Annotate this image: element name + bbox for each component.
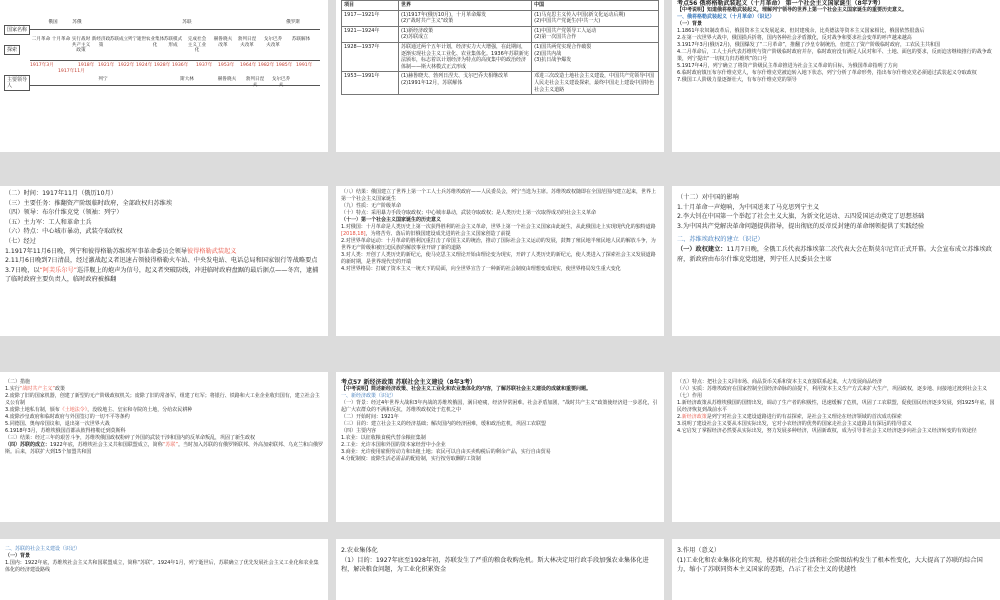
exam-year-tag: [2018,18] [341, 231, 366, 237]
subheading: 3.作用（意义） [677, 547, 721, 554]
info-line: （六）特点：中心城市暴动，武装夺取政权 [5, 228, 123, 236]
event-war-communism: 实行战时共产主义政策 [71, 37, 91, 54]
text: 1922年底，苏维埃社会主义共和国联盟成立，简称 [50, 442, 163, 448]
text: 1.实行 [5, 386, 20, 392]
exam-note: 【中考说明】知道俄将格勒武装起义，理解列宁领导的世界上第一个社会主义国家诞生的重要历史意义。 [677, 7, 908, 13]
slide-nep-features[interactable] [672, 372, 1000, 522]
highlight-text: 新经济政策 [681, 414, 707, 420]
table-cell: 1917—1921年 [342, 10, 399, 26]
highlight-text: 《土地法令》 [59, 407, 88, 413]
text: （四）苏联的成立： [5, 442, 51, 448]
list-item: 6.临时政府镇压布尔什维克党人，布尔什维克党被迫转入地下状态，列宁分析了革命形势，指出布尔什维克党必须通过武装起义夺取政权 [677, 70, 977, 76]
table-cell: 1928—1937年 [342, 42, 399, 71]
text: （一）政权建立： [677, 245, 727, 253]
highlight-text: “阿芙乐尔号” [39, 266, 77, 274]
year-1922: 1922年 [118, 63, 135, 68]
text: 巡洋舰上的炮声为信号，起义者突破防线，冲进临时政府盘踞的最后据点——冬宫，逮捕了临时政府主要负责人，临时政府被推翻 [5, 266, 319, 284]
paragraph: (1)工业化和农业集体化的实现，使苏联的社会生活和社会阶级结构发生了根本性变化，大大提高了苏联的综合国力，缩小了苏联同资本主义国家的差距，凸示了社会主义的优越性 [677, 556, 983, 574]
event-axis [30, 60, 320, 61]
paragraph: （九）性质：无产阶级革命 [341, 203, 402, 209]
leader-stalin: 斯大林 [180, 77, 194, 82]
paragraph: 4.废除沙皇政府和临时政府与外国签订的一切不平等条约 [5, 414, 130, 420]
slide-soviet-construction[interactable] [0, 539, 328, 600]
topic-header: 考点56 俄将格勒武装起义（十月革命） 第一个社会主义国家诞生（8年7考） [677, 0, 884, 7]
paragraph: 1.农业：以征收粮食税代替余粮征集制 [341, 435, 426, 441]
slide-october-revolution-background[interactable] [672, 0, 1000, 152]
paragraph: 2.工业：允许本国和外国的资本家经营中小企业 [341, 442, 446, 448]
text: ，没收地主、皇室和寺院的土地，分给农民耕种 [87, 407, 193, 413]
event-khrushchev-reform: 赫鲁晓夫改革 [213, 37, 233, 48]
paragraph: （二）开始时间：1921年 [341, 414, 399, 420]
event-soviet-model: 苏联模式形成 [163, 37, 183, 48]
table-cell: (1)赫鲁晓夫、勃列日涅夫、戈尔巴乔夫相继改革 (2)1991年12月，苏联解体 [399, 72, 532, 95]
text: 1.1917年11月6日晚，列宁和彼得格勒苏维埃军事革命委员会领导 [5, 247, 187, 255]
table-cell: (1)1917年(俄历10月)，十月革命爆发 (2)“战时共产主义”政策 [399, 10, 532, 26]
text: 3.7日晚，以 [5, 266, 40, 274]
paragraph: （三）结果：经过三年的艰苦斗争，苏维埃俄国政权粉碎了外国的武装干涉和国内的反革命叛乱，巩固了新生政权 [5, 435, 256, 441]
year-1936: 1936年 [172, 63, 189, 68]
paragraph: 3.为中国共产党解决革命问题提供指导，提出彻底的反帝反封建的革命纲领提供了实践经验 [677, 222, 925, 230]
paragraph: 3.对人类：开创了人类历史的新纪元，使马克思主义理论开始由理论变为现实，开辟了人类历史的新纪元，使人类进入了探索社会主义发展道路的新时期，是世界现代史的开端 [341, 252, 656, 265]
subheading: 2.农业集体化 [341, 547, 378, 554]
state-russia: 俄国 [48, 20, 58, 25]
subheading: （十二）对中国的影响 [677, 194, 739, 201]
year-1985: 1985年 [276, 63, 293, 68]
paragraph: 4.分配制度：废除生活必需品的配给制，实行按劳取酬的工资制 [341, 456, 481, 462]
slide-construction-significance[interactable] [672, 539, 1000, 600]
section-title: 二、苏联的社会主义建设（识记） [5, 546, 81, 552]
section-title: 一、俄将格勒武装起义（十月革命）（识记） [677, 14, 775, 20]
text: 1.对俄国：十月革命是人类历史上第一次获得胜利的社会主义革命，世界上第一个社会主义国家由此诞生，从此俄国走上实现现代化的独特道路 [341, 224, 656, 230]
text: 3.废除土地私有制，颁布 [5, 407, 60, 413]
subheading: （一）背景 [5, 553, 31, 559]
paragraph: （一）背景：经过4年世界大战和3年内战的苏维埃俄国，满目疮痍，经济异常困难。社会矛盾加剧，“战时共产主义”政策使经济进一步恶化，引起广大农群众的不满和反抗，苏维埃政权处于危机之中 [341, 400, 658, 413]
event-oct-revolution: 十月革命 [51, 37, 71, 42]
label-explore: 探索 [4, 45, 20, 55]
text: 2. [677, 414, 682, 420]
paragraph: （六）实质：苏维埃政府在国家控制全国经济命脉的前提下，利用资本主义生产方式来扩大生产，巩固政权，逐步地、间接地过渡到社会主义 [677, 386, 988, 392]
event-brezhnev-reform: 勃列日涅夫改革 [237, 37, 257, 48]
paragraph [5, 442, 323, 456]
table-cell: 1921—1924年 [342, 26, 399, 42]
paragraph [677, 245, 995, 264]
list-item: 3.1917年3月(俄历2月)，俄国爆发了“二月革命”，推翻了沙皇专制统治，但建立了资产阶级临时政府，工农民主共和国 [677, 42, 940, 48]
subheading: （十一）第一个社会主义国家诞生的历史意义 [341, 217, 442, 223]
paragraph [677, 414, 995, 421]
text: 是列宁对社会主义建设道路进行的有益探索，是社会主义理论在经济领域的首次成功探索 [706, 414, 902, 420]
table-cell: 1953—1991年 [342, 72, 399, 95]
paragraph: 2.废除了旧的国家机器，创建了新型的无产阶级政权机关；废除了旧的常备军，组建了红军；将银行、铁路和大工业企业收归国有，建立社会主义公有制 [5, 393, 320, 406]
paragraph: 1.十月革命一声炮响，为中国送来了马克思列宁主义 [677, 203, 820, 211]
paragraph [5, 386, 323, 393]
subheading: （七）作用 [677, 393, 703, 399]
text: 11月7日晚，全俄工兵代表苏维埃第二次代表大会在斯莫尔尼宫正式开幕。大会宣布成立苏维埃政府，新政府由布尔什维克党组建，列宁任人民委员会主席 [677, 245, 992, 263]
info-line: （二）时间：1917年11月（俄历10月） [5, 190, 117, 197]
year-1921: 1921年 [98, 63, 115, 68]
year-1917-nov: 1917年11月 [58, 69, 85, 74]
paragraph: 4.它启发了掌握经济必然要从实际出发，努力发展多种经济，巩固新政权，成为引导非社会主义经济逐步向社会主义经济转变的有效途径 [677, 428, 977, 434]
paragraph [5, 407, 323, 414]
section-title: 一、新经济政策（识记） [341, 393, 397, 399]
table-header-item: 项目 [342, 1, 399, 11]
text: 。当时加入苏联的有俄罗斯联邦、外高加索联邦、乌克兰和白俄罗斯。后来，苏联扩大到15个加盟共和国 [5, 442, 323, 455]
paragraph: 3.商业：允许使用雇佣劳动力和出租土地；农民可以自由买卖购税后的剩余产品，实行自由贸易 [341, 449, 551, 455]
paragraph: 2.11月6日晚到7日清晨，经过激战起义者迅速占领彼得格勒火车站、中央发电站、电话总局和国家银行等战略要点 [5, 257, 318, 265]
slide-soviet-measures[interactable] [0, 372, 328, 522]
table-cell: 邓进三次改造土地社会主义建设，中国共产党领导中国人民走社会主义建设探索，最终中国走上建设中国特色社会主义道路 [532, 72, 659, 95]
leader-brezhnev: 勃列日涅夫 [245, 77, 265, 88]
slide-collectivization[interactable] [336, 539, 664, 600]
table-cell: (1)国共两党实现合作破裂 (2)国共内战 (3)抗日战争爆发 [532, 42, 659, 71]
text: ，为将苦劳、落后的旧俄国建设成先进的社会主义国家创造了前提 [365, 231, 511, 237]
list-item: 7.俄国工人阶级力量逐渐壮大，有布尔什维克党的领导 [677, 77, 797, 83]
subheading: （二）措施 [5, 379, 31, 385]
paragraph [5, 247, 323, 257]
slide-impact-on-china[interactable] [672, 186, 1000, 336]
paragraph: 1.国内：1922年底，苏维埃社会主义共和国联盟成立，简称“苏联”。1924年1月，列宁逝世后，苏联确立了优先发展社会主义工业化和农业集体化的经济建设路线 [5, 560, 319, 573]
text: 政策 [54, 386, 65, 392]
info-line: （三）主要任务：推翻资产阶级临时政府，全部政权归苏维埃 [5, 199, 173, 207]
slide-timeline[interactable] [0, 0, 328, 152]
paragraph: （三）目的：建立社会主义的经济基础；解决国内的经济困难，缓和政治危机，巩固工农联盟 [341, 421, 547, 427]
slide-comparison-table[interactable] [336, 0, 664, 152]
leader-lenin: 列宁 [98, 77, 108, 82]
year-1964: 1964年 [240, 63, 257, 68]
highlight-text: 彼得格勒武装起义 [186, 247, 237, 255]
list-item: 5.1917年4月，列宁确立了将资产阶级民主革命推进为社会主义革命的目标，为俄国革命指明了方向 [677, 63, 898, 69]
state-soviet-russia: 苏俄 [72, 20, 82, 25]
list-item: 4.二月革命后，工人士兵代表苏维埃与资产阶级临时政府并存，临时政府没有满足人民对和平、土地、面包的要求，反而迫害继续推行的战争政策，列宁提出“一切权力归苏维埃”的口号 [677, 49, 992, 62]
table-row [342, 26, 659, 42]
year-1953: 1953年 [218, 63, 235, 68]
exam-note: 【中考说明】简述新经济政策、社会主义工业化和农业集体化的内容，了解苏联社会主义建设的成就和重要问题。 [341, 386, 592, 392]
slide-revolution-significance[interactable] [336, 186, 664, 336]
paragraph: （1）目的：1927年底至1928年初，苏联发生了严重的粮食收购危机。斯大林决定用行政手段加强农业集体化进程，解决粮食问题，为工业化积累资金 [341, 556, 649, 574]
event-industrialization: 完成社会主义工业化 [187, 37, 207, 54]
topic-header: 考点57 新经济政策 苏联社会主义建设（8年3考） [341, 379, 476, 386]
slide-october-revolution-process[interactable] [0, 186, 328, 336]
label-leader: 主要领导人 [4, 75, 30, 91]
paragraph: 4.对世界格局：打破了资本主义一统天下的局面，向全世界宣告了一种新的社会制度由理想变成现实，使世界格局发生重大变化 [341, 266, 621, 272]
label-state-name: 国家名称 [4, 25, 30, 35]
table-header-world: 世界 [399, 1, 532, 11]
slide-new-economic-policy[interactable] [336, 372, 664, 522]
table-header-china: 中国 [532, 1, 659, 11]
table-cell: 苏联通过两个五年计划，经济实力大大增强，在此期间，逐渐实现社会主义工业化、农业集体化。1936年苏联新宪法颁布，标志着以计划经济为特点的高度集中的政治经济体制——斯大林模式正式形成 [399, 42, 532, 71]
event-feb-revolution: 二月革命 [31, 37, 51, 42]
info-line: （七）经过 [5, 237, 36, 245]
list-item: 1.1861年农奴制改革后，俄国资本主义发展起来，但封建残余，比英德法等资本主义国家相比，俄国依然很落后 [677, 28, 925, 34]
paragraph: 3.说明了建设社会主义要从本国实际出发，它对小农经济的优势的国家走社会主义道路具有深远的指导意义 [677, 421, 912, 427]
year-1924: 1924年 [136, 63, 153, 68]
paragraph: 6.1918年3月，苏维埃俄国首都从彼得格勒迁到莫斯科 [5, 428, 126, 434]
paragraph: 2.对世界革命运动：十月革命的胜利沉重打击了帝国主义的统治，推动了国际社会主义运动的发展，鼓舞了殖民地半殖民地人民的解放斗争，为世界无产阶级和被压迫民族的解放事业开辟了新的道路 [341, 238, 656, 251]
paragraph: （十）特点：采用暴力手段夺取政权；中心城市暴动，武装夺取政权；是人类历史上第一次取得成功的社会主义革命 [341, 210, 597, 216]
state-ussr: 苏联 [182, 20, 192, 25]
paragraph: （五）特点：把社会主义同市场、商品货币关系和资本主义直接联系起来，大力发展商品经济 [677, 379, 883, 385]
year-1918: 1918年 [78, 63, 95, 68]
paragraph: 2.李大钊在中国第一个举起了社会主义大旗，为新文化运动、五四爱国运动奠定了思想基础 [677, 213, 925, 221]
paragraph: 1.新经济政策从苏维埃俄国的国情出发，调动了生产者的积极性，迅速缓解了危机，巩固了工农联盟，促使国民经济逐步发展，到1925年底，国民经济恢复到战前水平 [677, 400, 995, 413]
table-row [342, 42, 659, 71]
comparison-table [341, 0, 659, 95]
year-1917-mar: 1917年3月 [30, 63, 54, 68]
event-lenin-death: 列宁逝世 [127, 37, 147, 42]
year-1937: 1937年 [196, 63, 213, 68]
event-gorbachev-reform: 戈尔巴乔夫改革 [263, 37, 283, 48]
table-cell: (1)中国共产党领导工人运动 (2)第一次国共合作 [532, 26, 659, 42]
event-ussr-founded: 苏联成立 [109, 37, 129, 42]
section-title: 二、苏维埃政权的建立（识记） [677, 236, 764, 244]
year-1928: 1928年 [154, 63, 171, 68]
paragraph [5, 266, 323, 285]
paragraph: 5.同德国、奥匈帝国议和，退出第一次世界大战 [5, 421, 110, 427]
event-collectivization: 农业集体化 [145, 37, 165, 48]
highlight-text: “苏联” [162, 442, 178, 448]
highlight-text: “战时共产主义” [19, 386, 55, 392]
leader-gorbachev: 戈尔巴乔夫 [271, 77, 291, 88]
year-1982: 1982年 [258, 63, 275, 68]
paragraph: （四）主要内容 [341, 428, 377, 434]
year-1991: 1991年 [296, 63, 313, 68]
paragraph [341, 224, 659, 238]
state-axis [30, 29, 320, 30]
info-line: （五）主力军：工人和革命士兵 [5, 218, 92, 226]
info-line: （四）领导：布尔什维克党（领袖：列宁） [5, 209, 123, 217]
list-item: 2.在第一次世界大战中，俄国损兵折将，国内各种社会矛盾激化，反对战争和要求社会变革的呼声越来越高 [677, 35, 912, 41]
table-cell: (1)新经济政策 (2)苏联成立 [399, 26, 532, 42]
state-russian-federation: 俄罗斯 [286, 20, 300, 25]
event-ussr-dissolved: 苏联解体 [291, 37, 311, 42]
event-nep: 新经济政策 [91, 37, 111, 48]
subheading: （一）背景 [677, 21, 703, 27]
table-row [342, 72, 659, 95]
leader-khrushchev: 赫鲁晓夫 [217, 77, 237, 82]
paragraph: （八）结果：俄国建立了世界上第一个工人士兵苏维埃政府——人民委员会，列宁当选为主席。苏维埃政权随即在全国范围内建立起来，世界上第一个社会主义国家诞生 [341, 189, 657, 202]
table-row [342, 10, 659, 26]
table-cell: (1)马克思主义传入中国(新文化运动后期) (2)中国共产党诞生(中共一大) [532, 10, 659, 26]
